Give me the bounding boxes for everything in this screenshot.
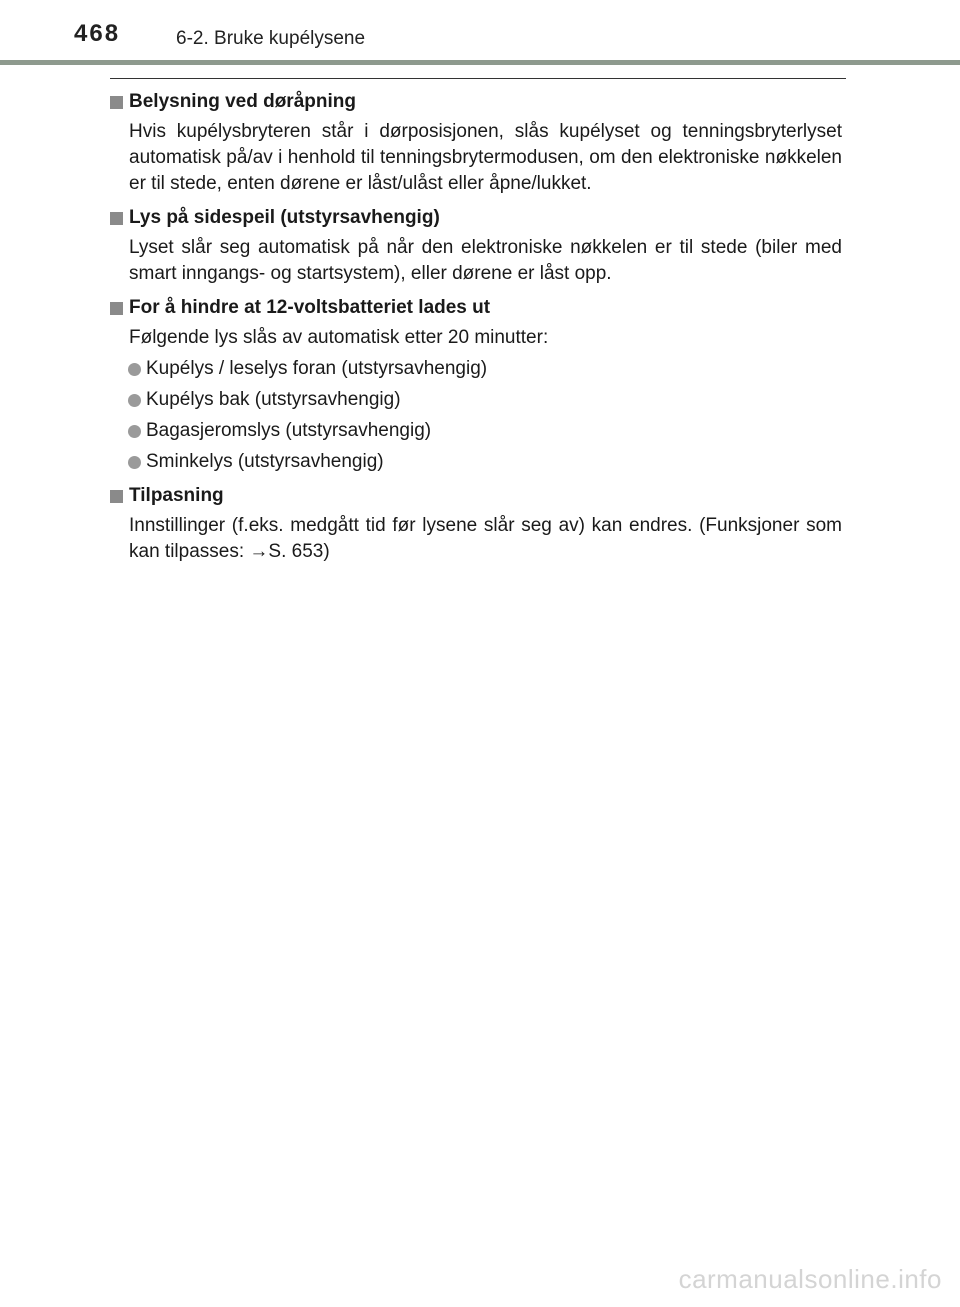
page-header: [0, 0, 960, 62]
square-bullet-icon: [110, 302, 123, 315]
header-rule: [0, 60, 960, 65]
section-heading-text: Belysning ved døråpning: [129, 91, 356, 112]
list-item: [128, 418, 842, 444]
section-battery-saver: [110, 294, 842, 475]
section-customization: [110, 482, 842, 565]
section-paragraph: Lyset slår seg automatisk på når den elektroniske nøkkelen er til stede (biler med smart inngangs- og startsystem), eller dørene er låst opp.: [129, 237, 842, 284]
square-bullet-icon: [110, 96, 123, 109]
section-heading: [110, 294, 842, 322]
section-heading: [110, 88, 842, 116]
section-heading-text: For å hindre at 12-voltsbatteriet lades ut: [129, 297, 491, 318]
circle-bullet-icon: [128, 363, 141, 376]
section-heading: [110, 482, 842, 510]
list-item-text: Kupélys bak (utstyrsavhengig): [146, 389, 401, 410]
list-item-text: Bagasjeromslys (utstyrsavhengig): [146, 420, 432, 441]
content-divider: [110, 78, 846, 79]
section-paragraph: Hvis kupélysbryteren står i dørposisjonen, slås kupélyset og tenningsbryterlyset automatisk på/av i henhold til tenningsbrytermodusen, om den elektroniske nøkkelen er til stede, enten dørene er låst/ulåst eller åpne/lukket.: [129, 121, 842, 194]
section-heading: [110, 204, 842, 232]
square-bullet-icon: [110, 490, 123, 503]
list-item: [128, 449, 842, 475]
section-title: 6-2. Bruke kupélysene: [176, 28, 366, 49]
circle-bullet-icon: [128, 425, 141, 438]
section-paragraph: Innstillinger (f.eks. medgått tid før lysene slår seg av) kan endres. (Funksjoner som kan tilpasses: →S. 653): [129, 515, 842, 562]
page-content: [110, 88, 842, 572]
list-item-text: Kupélys / leselys foran (utstyrsavhengig): [146, 358, 488, 379]
list-item-text: Sminkelys (utstyrsavhengig): [146, 451, 384, 472]
section-door-lighting: [110, 88, 842, 197]
circle-bullet-icon: [128, 456, 141, 469]
page-number: 468: [74, 20, 121, 47]
section-paragraph: Følgende lys slås av automatisk etter 20 minutter:: [129, 327, 549, 348]
section-heading-text: Tilpasning: [129, 485, 224, 506]
square-bullet-icon: [110, 212, 123, 225]
circle-bullet-icon: [128, 394, 141, 407]
section-heading-text: Lys på sidespeil (utstyrsavhengig): [129, 207, 440, 228]
list-item: [128, 387, 842, 413]
watermark: carmanualsonline.info: [678, 1264, 942, 1294]
section-side-mirror-light: [110, 204, 842, 287]
list-item: [128, 356, 842, 382]
